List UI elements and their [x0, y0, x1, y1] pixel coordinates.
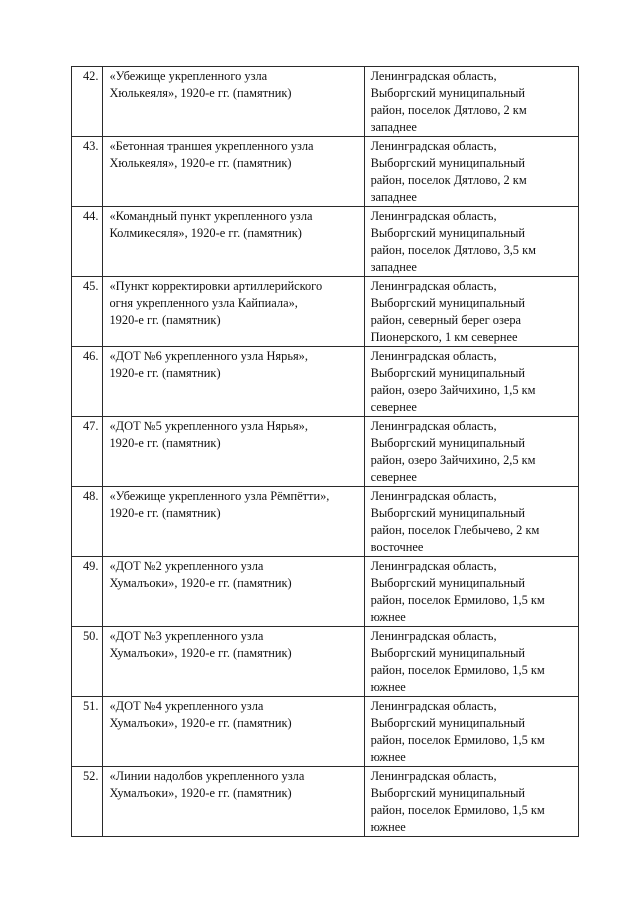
monument-name-line: 1920-е гг. (памятник) [109, 366, 221, 380]
location-line: западнее [370, 190, 417, 204]
location-line: район, поселок Ермилово, 1,5 км [370, 733, 545, 747]
row-number: 43. [72, 137, 103, 207]
monument-name-line: Колмикесяля», 1920-е гг. (памятник) [109, 226, 302, 240]
monument-name-line: «ДОТ №5 укрепленного узла Нярья», [109, 419, 308, 433]
location-line: западнее [370, 120, 417, 134]
monument-name-cell [103, 207, 364, 277]
location-cell [364, 697, 578, 767]
table-row [72, 207, 579, 277]
location-line: район, поселок Дятлово, 2 км [370, 173, 527, 187]
monument-name-line: Хумалъоки», 1920-е гг. (памятник) [109, 576, 292, 590]
location-line: Пионерского, 1 км севернее [370, 330, 518, 344]
location-line: Выборгский муниципальный [370, 646, 526, 660]
location-line: Ленинградская область, [370, 209, 497, 223]
monument-name-line: «ДОТ №2 укрепленного узла [109, 559, 264, 573]
location-cell [364, 277, 578, 347]
location-line: район, поселок Ермилово, 1,5 км [370, 803, 545, 817]
location-line: восточнее [370, 540, 424, 554]
table-row [72, 767, 579, 837]
monuments-table-body [72, 67, 579, 837]
monument-name-cell [103, 417, 364, 487]
monument-name-line: «Убежище укрепленного узла Рёмпётти», [109, 489, 330, 503]
location-line: Выборгский муниципальный [370, 576, 526, 590]
row-number: 46. [72, 347, 103, 417]
table-row [72, 277, 579, 347]
location-line: Выборгский муниципальный [370, 366, 526, 380]
row-number: 49. [72, 557, 103, 627]
monument-name-cell [103, 487, 364, 557]
monument-name-cell [103, 557, 364, 627]
row-number: 42. [72, 67, 103, 137]
monument-name-line: «ДОТ №3 укрепленного узла [109, 629, 264, 643]
location-line: район, поселок Ермилово, 1,5 км [370, 663, 545, 677]
monument-name-line: 1920-е гг. (памятник) [109, 313, 221, 327]
table-row [72, 487, 579, 557]
row-number: 50. [72, 627, 103, 697]
location-line: южнее [370, 680, 406, 694]
location-cell [364, 767, 578, 837]
table-row [72, 627, 579, 697]
location-line: Ленинградская область, [370, 629, 497, 643]
location-line: Ленинградская область, [370, 69, 497, 83]
location-line: Выборгский муниципальный [370, 156, 526, 170]
location-cell [364, 557, 578, 627]
monument-name-line: Хюлькеяля», 1920-е гг. (памятник) [109, 156, 292, 170]
monument-name-cell [103, 347, 364, 417]
location-line: Ленинградская область, [370, 769, 497, 783]
location-line: район, северный берег озера [370, 313, 522, 327]
row-number: 45. [72, 277, 103, 347]
table-row [72, 697, 579, 767]
monument-name-line: «Линии надолбов укрепленного узла [109, 769, 305, 783]
location-line: Ленинградская область, [370, 279, 497, 293]
location-cell [364, 417, 578, 487]
location-line: Ленинградская область, [370, 489, 497, 503]
monument-name-line: «Командный пункт укрепленного узла [109, 209, 313, 223]
monument-name-line: Хюлькеяля», 1920-е гг. (памятник) [109, 86, 292, 100]
monument-name-line: «Бетонная траншея укрепленного узла [109, 139, 314, 153]
monument-name-line: огня укрепленного узла Кайпиала», [109, 296, 298, 310]
table-row [72, 67, 579, 137]
location-line: севернее [370, 470, 417, 484]
monument-name-cell [103, 697, 364, 767]
location-line: южнее [370, 610, 406, 624]
location-line: западнее [370, 260, 417, 274]
monument-name-line: «Убежище укрепленного узла [109, 69, 268, 83]
monument-name-cell [103, 137, 364, 207]
monument-name-line: Хумалъоки», 1920-е гг. (памятник) [109, 716, 292, 730]
table-row [72, 417, 579, 487]
location-line: южнее [370, 750, 406, 764]
location-line: Выборгский муниципальный [370, 296, 526, 310]
location-line: район, озеро Зайчихино, 1,5 км [370, 383, 536, 397]
location-line: район, поселок Глебычево, 2 км [370, 523, 540, 537]
location-cell [364, 207, 578, 277]
location-cell [364, 627, 578, 697]
monument-name-line: 1920-е гг. (памятник) [109, 436, 221, 450]
location-line: Ленинградская область, [370, 699, 497, 713]
location-line: Выборгский муниципальный [370, 506, 526, 520]
location-line: район, поселок Дятлово, 3,5 км [370, 243, 536, 257]
monument-name-line: «Пункт корректировки артиллерийского [109, 279, 323, 293]
monument-name-line: Хумалъоки», 1920-е гг. (памятник) [109, 646, 292, 660]
location-cell [364, 67, 578, 137]
table-row [72, 557, 579, 627]
row-number: 52. [72, 767, 103, 837]
monuments-table [71, 66, 579, 837]
location-cell [364, 487, 578, 557]
location-line: Ленинградская область, [370, 139, 497, 153]
monument-name-cell [103, 767, 364, 837]
location-line: район, поселок Дятлово, 2 км [370, 103, 527, 117]
location-line: Выборгский муниципальный [370, 716, 526, 730]
row-number: 44. [72, 207, 103, 277]
location-line: севернее [370, 400, 417, 414]
location-line: Выборгский муниципальный [370, 786, 526, 800]
location-line: район, озеро Зайчихино, 2,5 км [370, 453, 536, 467]
location-line: Выборгский муниципальный [370, 436, 526, 450]
monument-name-line: 1920-е гг. (памятник) [109, 506, 221, 520]
row-number: 48. [72, 487, 103, 557]
monument-name-cell [103, 627, 364, 697]
location-cell [364, 347, 578, 417]
table-row [72, 137, 579, 207]
monument-name-line: «ДОТ №4 укрепленного узла [109, 699, 264, 713]
location-cell [364, 137, 578, 207]
row-number: 51. [72, 697, 103, 767]
location-line: Выборгский муниципальный [370, 86, 526, 100]
row-number: 47. [72, 417, 103, 487]
location-line: Ленинградская область, [370, 419, 497, 433]
monument-name-line: Хумалъоки», 1920-е гг. (памятник) [109, 786, 292, 800]
location-line: Выборгский муниципальный [370, 226, 526, 240]
monument-name-line: «ДОТ №6 укрепленного узла Нярья», [109, 349, 308, 363]
monument-name-cell [103, 277, 364, 347]
monument-name-cell [103, 67, 364, 137]
table-row [72, 347, 579, 417]
location-line: южнее [370, 820, 406, 834]
location-line: Ленинградская область, [370, 349, 497, 363]
location-line: район, поселок Ермилово, 1,5 км [370, 593, 545, 607]
location-line: Ленинградская область, [370, 559, 497, 573]
